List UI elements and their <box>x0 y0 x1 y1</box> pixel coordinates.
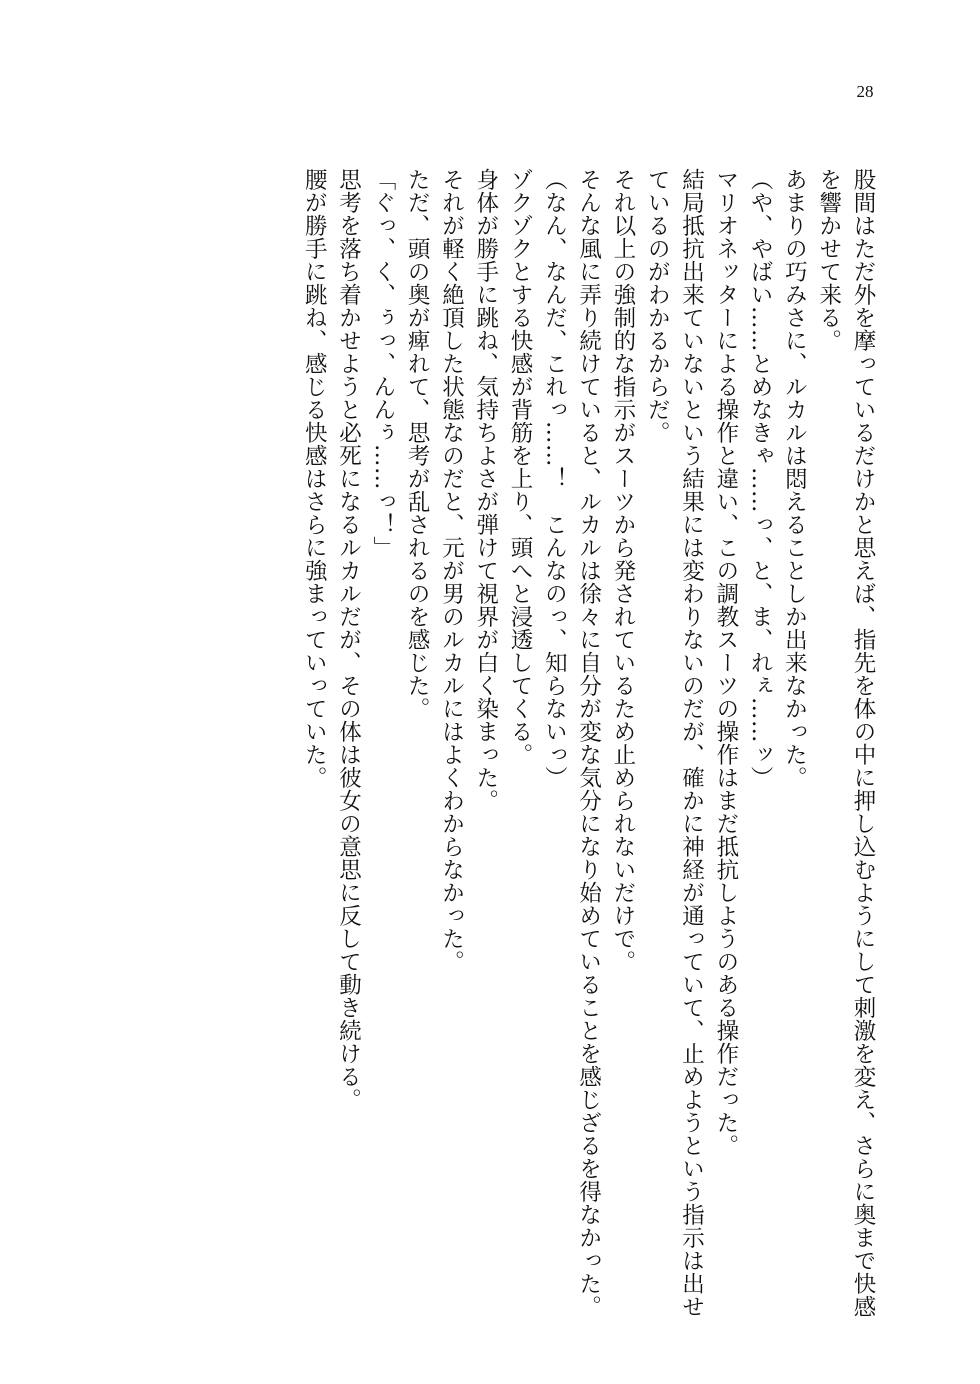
page-number: 28 <box>856 82 874 101</box>
paragraph: 結局抵抗出来ていないという結果には変わりないのだが、確かに神経が通っていて、止めようという指示は出せているのがわかるからだ。 <box>644 168 705 1318</box>
paragraph: ゾクゾクとする快感が背筋を上り、頭へと浸透してくる。 <box>507 168 534 766</box>
paragraph: そんな風に弄り続けていると、ルカルは徐々に自分が変な気分になり始めていることを感じざるを得なかった。 <box>575 168 602 1318</box>
paragraph: 腰が勝手に跳ね、感じる快感はさらに強まっていっていた。 <box>301 168 328 789</box>
paragraph: それが軽く絶頂した状態なのだと、元が男のルカルにはよくわからなかった。 <box>438 168 465 973</box>
paragraph: マリオネッターによる操作と違い、この調教スーツの操作はまだ抵抗しようのある操作だった。 <box>712 168 739 1157</box>
paragraph: 股間はただ外を摩っているだけかと思えば、指先を体の中に押し込むようにして刺激を変え、さらに奥まで快感を響かせて来る。 <box>815 168 876 1318</box>
paragraph: 思考を落ち着かせようと必死になるルカルだが、その体は彼女の意思に反して動き続ける。 <box>335 168 362 1111</box>
paragraph: あまりの巧みさに、ルカルは悶えることしか出来なかった。 <box>781 168 808 789</box>
paragraph: ただ、頭の奥が痺れて、思考が乱されるのを感じた。 <box>404 168 431 720</box>
paragraph: （や、やばい……とめなきゃ……っ、と、ま、れぇ……ッ） <box>747 168 774 789</box>
paragraph: 身体が勝手に跳ね、気持ちよさが弾けて視界が白く染まった。 <box>472 168 499 812</box>
paragraph: それ以上の強制的な指示がスーツから発されているため止められないだけで。 <box>609 168 636 973</box>
paragraph: （なん、なんだ、これっ……！ こんなのっ、知らないっ） <box>541 168 568 789</box>
paragraph: 「ぐっ、く、ぅっ、んんぅ……っ！」 <box>369 168 396 559</box>
body-text <box>297 168 880 1328</box>
